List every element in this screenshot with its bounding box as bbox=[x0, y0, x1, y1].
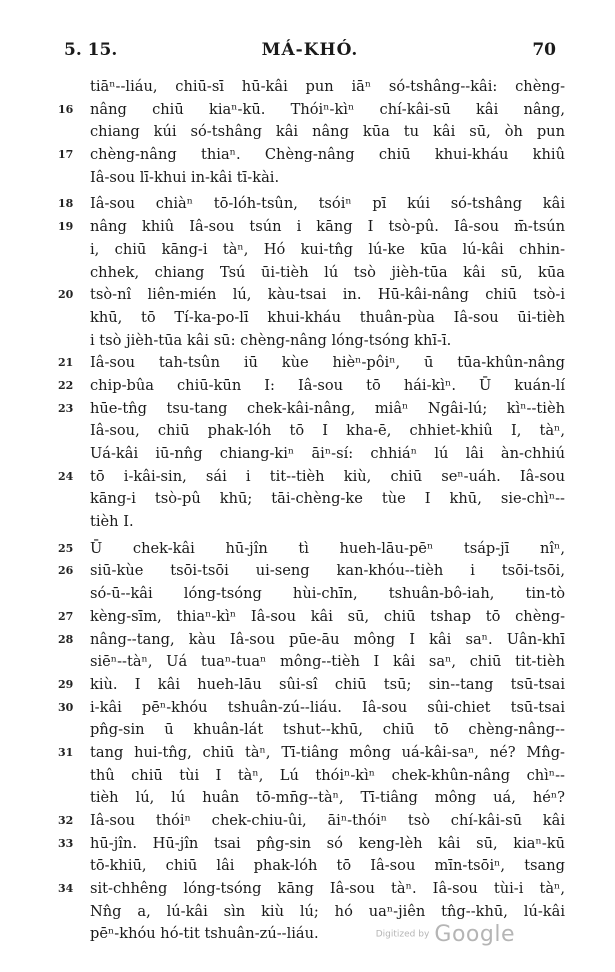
line-text: chiang kúi só-tshâng kâi nâng kūa tu kâi sū, òh pun bbox=[90, 123, 565, 141]
line-text: Ū chek-kâi hū-jîn tì hueh-lāu-pēⁿ tsáp-jī nîⁿ, bbox=[90, 539, 565, 557]
text-line bbox=[0, 352, 615, 375]
text-line bbox=[0, 216, 615, 239]
text-line bbox=[0, 420, 615, 443]
verse-number: 29 bbox=[58, 677, 74, 691]
page-header bbox=[64, 40, 556, 64]
verse-number: 16 bbox=[58, 102, 74, 116]
text-line bbox=[0, 262, 615, 285]
line-text: tō i-kâi-sin, sái i tit--tièh kiù, chiū seⁿ-uáh. Iâ-sou bbox=[90, 467, 565, 485]
line-text: hū-jîn. Hū-jîn tsai pn̂g-sin só keng-lèh kâi sū, kiaⁿ-kū bbox=[90, 834, 565, 852]
verse-number: 34 bbox=[58, 882, 74, 896]
line-text: chhek, chiang Tsú ūi-tièh lú tsò jièh-tūa kâi sū, kūa bbox=[90, 263, 565, 281]
verse-number: 31 bbox=[58, 745, 74, 759]
text-line bbox=[0, 538, 615, 561]
verse-number: 28 bbox=[58, 632, 74, 646]
verse-number: 27 bbox=[58, 609, 74, 623]
line-text: i-kâi pēⁿ-khóu tshuân-zú--liáu. Iâ-sou sûi-chiet tsū-tsai bbox=[90, 698, 565, 716]
page-number: 70 bbox=[532, 40, 556, 60]
line-text: tang hui-tn̂g, chiū tàⁿ, Tī-tiâng mông uá-kâi-saⁿ, né? Mn̂g- bbox=[90, 743, 565, 761]
text-line bbox=[0, 511, 615, 534]
digitized-watermark bbox=[376, 922, 515, 952]
text-line bbox=[0, 629, 615, 652]
line-text: chèng-nâng thiaⁿ. Chèng-nâng chiū khui-kháu khiû bbox=[90, 146, 565, 164]
text-line bbox=[0, 719, 615, 742]
line-text: pn̂g-sin ū khuân-lát tshut--khū, chiū tō chèng-nâng-- bbox=[90, 721, 565, 739]
line-text: i, chiū kāng-i tàⁿ, Hó kui-tn̂g lú-ke kūa lú-kâi chhin- bbox=[90, 240, 565, 258]
line-text: tièh I. bbox=[90, 513, 134, 531]
text-line bbox=[0, 443, 615, 466]
verse-number: 33 bbox=[58, 836, 74, 850]
text-line bbox=[0, 144, 615, 167]
verse-number: 30 bbox=[58, 700, 74, 714]
text-line bbox=[0, 121, 615, 144]
text-line bbox=[0, 284, 615, 307]
text-line bbox=[0, 787, 615, 810]
text-body bbox=[0, 76, 615, 946]
line-text: Iâ-sou chiàⁿ tō-lóh-tsûn, tsóiⁿ pī kúi só-tshâng kâi bbox=[90, 195, 565, 213]
verse-number: 20 bbox=[58, 288, 74, 302]
text-line bbox=[0, 742, 615, 765]
line-text: kiù. I kâi hueh-lāu sûi-sî chiū tsū; sin--tang tsū-tsai bbox=[90, 675, 565, 693]
verse-number: 18 bbox=[58, 197, 74, 211]
line-text: nâng--tang, kàu Iâ-sou pūe-āu mông I kâi saⁿ. Uân-khī bbox=[90, 630, 565, 648]
verse-number: 23 bbox=[58, 401, 74, 415]
text-line bbox=[0, 765, 615, 788]
line-text: Uá-kâi iū-nn̂g chiang-kiⁿ āiⁿ-sí: chhiáⁿ lú lâi àn-chhiú bbox=[90, 445, 565, 462]
verse-number: 32 bbox=[58, 814, 74, 827]
line-text: só-ū--kâi lóng-tsóng hùi-chīn, tshuân-bô-iah, tin-tò bbox=[90, 585, 565, 603]
line-text: kèng-sīm, thiaⁿ-kìⁿ Iâ-sou kâi sū, chiū tshap tō chèng- bbox=[90, 607, 565, 625]
line-text: Iâ-sou, chiū phak-lóh tō I kha-ē, chhiet-khiû I, tàⁿ, bbox=[90, 422, 565, 440]
line-text: siū-kùe tsōi-tsōi ui-seng kan-khóu--tièh i tsōi-tsōi, bbox=[90, 562, 565, 580]
text-line bbox=[0, 810, 615, 833]
line-text: Iâ-sou tah-tsûn iū kùe hièⁿ-pôiⁿ, ū tūa-khûn-nâng bbox=[90, 354, 565, 372]
text-line bbox=[0, 583, 615, 606]
chapter-verse-reference: 5. 15. bbox=[64, 40, 118, 60]
text-line bbox=[0, 674, 615, 697]
line-text: sit-chhêng lóng-tsóng kāng Iâ-sou tàⁿ. Iâ-sou tùi-i tàⁿ, bbox=[90, 880, 565, 898]
line-text: tiāⁿ--liáu, chiū-sī hū-kâi pun iāⁿ só-tshâng--kâi: chèng- bbox=[90, 78, 565, 95]
watermark-brand: Google bbox=[434, 922, 515, 947]
line-text: Nn̂g a, lú-kâi sìn kiù lú; hó uaⁿ-jiên tn̂g--khū, lú-kâi bbox=[90, 902, 565, 920]
text-line bbox=[0, 560, 615, 583]
line-text: kāng-i tsò-pû khū; tāi-chèng-ke tùe I khū, sie-chìⁿ-- bbox=[90, 490, 565, 508]
text-line bbox=[0, 76, 615, 99]
verse-number: 25 bbox=[58, 541, 74, 555]
line-text: chip-bûa chiū-kūn I: Iâ-sou tō hái-kìⁿ. Ū kuán-lí bbox=[90, 376, 565, 394]
line-text: tièh lú, lú huân tō-mn̄g--tàⁿ, Tī-tiâng mông uá, héⁿ? bbox=[90, 789, 565, 807]
line-text: tsò-nî liên-mién lú, kàu-tsai in. Hū-kâi-nâng chiū tsò-i bbox=[90, 286, 565, 304]
line-text: nâng khiû Iâ-sou tsún i kāng I tsò-pû. Iâ-sou m̄-tsún bbox=[90, 218, 565, 236]
text-line bbox=[0, 606, 615, 629]
watermark-prefix: Digitized by bbox=[375, 929, 430, 940]
text-line bbox=[0, 239, 615, 262]
verse-number: 22 bbox=[58, 378, 74, 392]
text-line bbox=[0, 923, 615, 946]
text-line bbox=[0, 466, 615, 489]
line-text: siēⁿ--tàⁿ, Uá tuaⁿ-tuaⁿ mông--tièh I kâi saⁿ, chiū tit-tièh bbox=[90, 653, 565, 671]
verse-number: 17 bbox=[58, 148, 74, 162]
running-title: MÁ-KHÓ. bbox=[261, 40, 359, 60]
line-text: i tsò jièh-tūa kâi sū: chèng-nâng lóng-tsóng khī-ī. bbox=[90, 331, 452, 349]
line-text: Iâ-sou thóiⁿ chek-chiu-ûi, āiⁿ-thóiⁿ tsò chí-kâi-sū kâi bbox=[90, 812, 565, 829]
verse-number: 21 bbox=[58, 356, 74, 370]
line-text: thû chiū tùi I tàⁿ, Lú thóiⁿ-kìⁿ chek-khûn-nâng chìⁿ-- bbox=[90, 766, 565, 784]
text-line bbox=[0, 697, 615, 720]
text-line bbox=[0, 330, 615, 353]
line-text: tō-khiū, chiū lâi phak-lóh tō Iâ-sou mīn-tsōiⁿ, tsang bbox=[90, 857, 565, 875]
verse-number: 26 bbox=[58, 564, 74, 578]
line-text: khū, tō Tí-ka-po-lī khui-kháu thuân-pùa Iâ-sou ūi-tièh bbox=[90, 308, 565, 326]
text-line bbox=[0, 375, 615, 398]
line-text: hūe-tn̂g tsu-tang chek-kâi-nâng, miâⁿ Ngâi-lú; kìⁿ--tièh bbox=[90, 399, 565, 417]
text-line bbox=[0, 398, 615, 421]
line-text: nâng chiū kiaⁿ-kū. Thóiⁿ-kìⁿ chí-kâi-sū kâi nâng, bbox=[90, 100, 565, 118]
verse-number: 19 bbox=[58, 220, 74, 234]
text-line bbox=[0, 167, 615, 190]
text-line bbox=[0, 99, 615, 122]
text-line bbox=[0, 901, 615, 924]
text-line bbox=[0, 488, 615, 511]
text-line bbox=[0, 833, 615, 856]
text-line bbox=[0, 651, 615, 674]
verse-number: 24 bbox=[58, 469, 74, 483]
line-text: Iâ-sou lī-khui in-kâi tī-kài. bbox=[90, 168, 280, 186]
text-line bbox=[0, 878, 615, 901]
text-line bbox=[0, 855, 615, 878]
text-line bbox=[0, 307, 615, 330]
line-text: pēⁿ-khóu hó-tit tshuân-zú--liáu. bbox=[90, 925, 319, 943]
text-line bbox=[0, 193, 615, 216]
